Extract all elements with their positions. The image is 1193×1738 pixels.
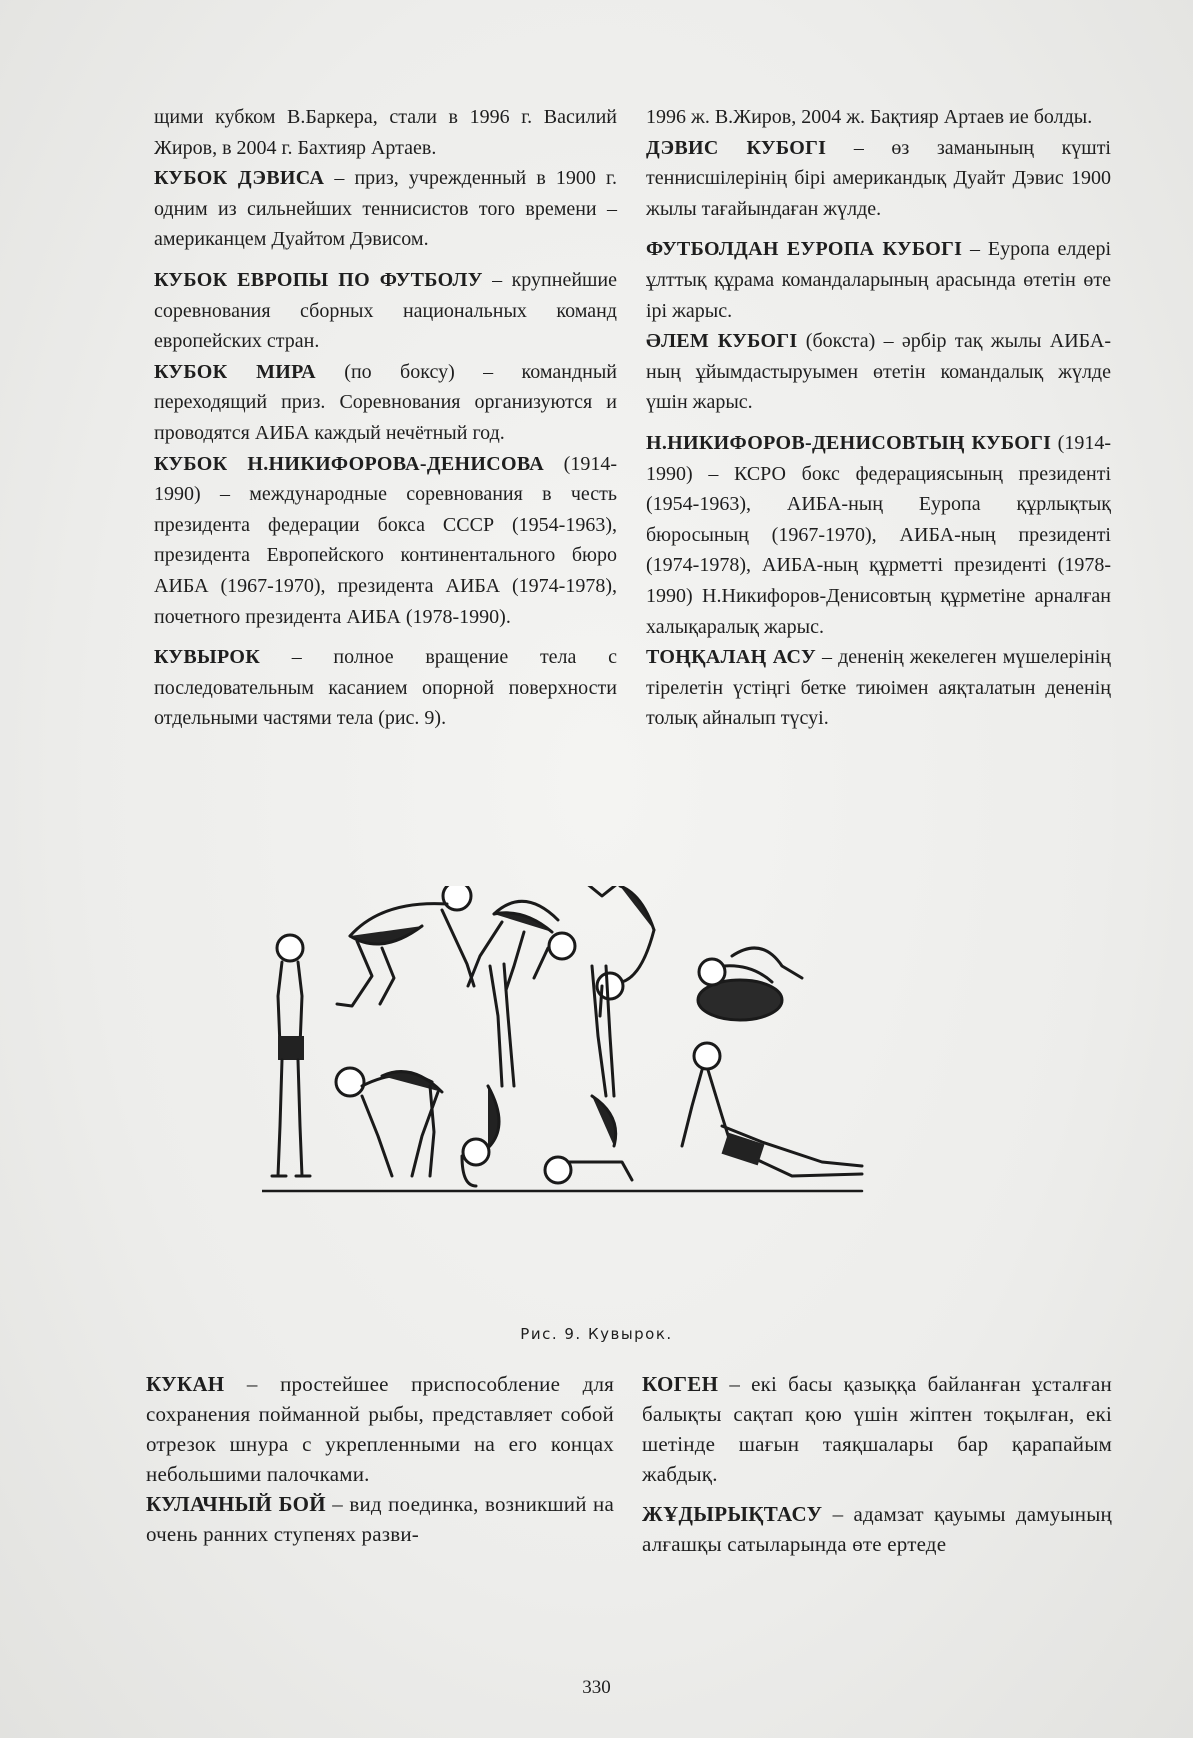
entry-continuation: щими кубком В.Баркера, стали в 1996 г. Василий Жиров, в 2004 г. Бахтияр Артаев.	[154, 106, 617, 159]
entry-continuation-kz: 1996 ж. В.Жиров, 2004 ж. Бақтияр Артаев ие болды.	[646, 106, 1093, 128]
entry-davis-cup-ru: КУБОК ДЭВИСА – приз, учрежденный в 1900 г. одним из сильнейших теннисистов того времени – американцем Дуайтом Дэвисом.	[154, 167, 617, 251]
gymnast-sequence-drawing	[262, 886, 1102, 1326]
entry-euro-cup-ru: КУБОК ЕВРОПЫ ПО ФУТБОЛУ – крупнейшие соревнования сборных национальных команд европейских стран.	[154, 268, 618, 353]
figure-caption: Рис. 9. Кувырок.	[520, 1325, 673, 1343]
entry-kogen-kz: КОГЕН – екі басы қазыққа байланған ұсталған балықты сақтап қою үшін жіптен тоқылған, екі шетінде шағын таяқшалары бар қарапайым жабдық.	[642, 1372, 1112, 1486]
right-column-top	[646, 102, 1111, 734]
entry-davis-cup-kz: ДЭВИС КУБОГІ – өз заманының күшті теннисшілерінің бірі американдық Дуайт Дэвис 1900 жылы тағайындаған жүлде.	[646, 136, 1111, 220]
entry-somersault-kz: ТОҢҚАЛАҢ АСУ – дененің жекелеген мүшелерінің тірелетін үстіңгі бетке тиюімен аяқталатын дененің толық айналып түсуі.	[646, 646, 1111, 730]
entry-nikiforov-cup-kz: Н.НИКИФОРОВ-ДЕНИСОВТЫҢ КУБОГІ (1914-1990) – КСРО бокс федерациясының президенті (1954-1963), АИБА-ның Еуропа құрлықтық бюросының (1967-1970), АИБА-ның президенті (1974-1978), АИБА-ның құрметті президенті (1978-1990) Н.Никифоров-Денисовтың құрметіне арналған халықаралық жарыс.	[646, 431, 1111, 638]
entry-fistfight-ru: КУЛАЧНЫЙ БОЙ – вид поединка, возникший на очень ранних ступенях разви-	[146, 1492, 614, 1546]
entry-kukan-ru: КУКАН – простейшее приспособление для сохранения пойманной рыбы, представляет собой отрезок шнура с укрепленными на его концах небольшими палочками.	[146, 1372, 614, 1486]
right-column-bottom	[642, 1369, 1112, 1559]
entry-fistfight-kz: ЖҰДЫРЫҚТАСУ – адамзат қауымы дамуының алғашқы сатыларында өте ертеде	[642, 1502, 1112, 1556]
page-number: 330	[582, 1677, 611, 1698]
entry-world-cup-kz: ӘЛЕМ КУБОГІ (бокста) – әрбір тақ жылы АИБА-ның ұйымдастыруымен өтетін командалық жүлде үшін жарыс.	[646, 330, 1112, 414]
entry-world-cup-ru: КУБОК МИРА (по боксу) – командный переходящий приз. Соревнования организуются и проводятся АИБА каждый нечётный год.	[154, 360, 617, 444]
left-column-bottom	[146, 1369, 614, 1549]
bottom-row-figures	[272, 935, 862, 1186]
entry-euro-cup-kz: ФУТБОЛДАН ЕУРОПА КУБОГІ – Еуропа елдері ұлттық құрама командаларының арасында өтетін өте ірі жарыс.	[646, 238, 1112, 322]
entry-somersault-ru: КУВЫРОК – полное вращение тела с последовательным касанием опорной поверхности отдельными частями тела (рис. 9).	[154, 646, 617, 730]
somersault-illustration	[262, 886, 1102, 1326]
entry-nikiforov-cup-ru: КУБОК Н.НИКИФОРОВА-ДЕНИСОВА (1914-1990) – международные соревнования в честь президента федерации бокса СССР (1954-1963), президента Европейского континентального бюро АИБА (1967-1970), президента АИБА (1974-1978), почетного президента АИБА (1978-1990).	[154, 452, 617, 628]
left-column-top	[154, 102, 617, 734]
top-row-figures	[337, 886, 802, 1020]
